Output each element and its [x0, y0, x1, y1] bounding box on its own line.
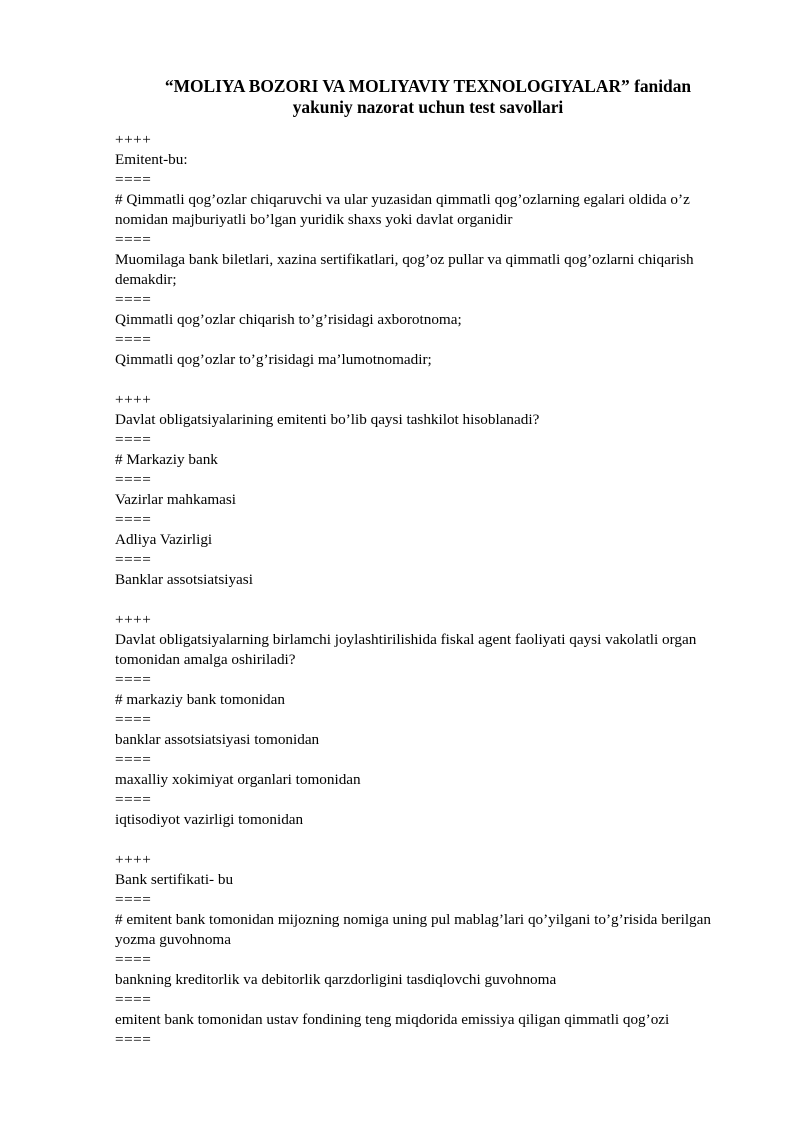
answer-option: # markaziy bank tomonidan — [115, 691, 285, 708]
answer-option: Qimmatli qog’ozlar chiqarish to’g’risidagi axborotnoma; — [115, 311, 462, 328]
document-title — [100, 76, 756, 118]
option-marker: ==== — [115, 671, 152, 688]
answer-option: Banklar assotsiatsiyasi — [115, 571, 253, 588]
question-block — [115, 610, 745, 830]
question-text: Emitent-bu: — [115, 151, 188, 168]
answer-option: # emitent bank tomonidan mijozning nomiga uning pul mablag’lari qo’yilgani to’g’risida berilgan yozma guvohnoma — [115, 911, 711, 948]
question-text: Davlat obligatsiyalarining emitenti bo’lib qaysi tashkilot hisoblanadi? — [115, 411, 540, 428]
question-text: Bank sertifikati- bu — [115, 871, 234, 888]
answer-option: Muomilaga bank biletlari, xazina sertifikatlari, qog’oz pullar va qimmatli qog’ozlarni chiqarish demakdir; — [115, 251, 694, 288]
question-marker: ++++ — [115, 851, 152, 868]
answer-option: # Markaziy bank — [115, 451, 218, 468]
question-block — [115, 390, 745, 590]
test-questions — [115, 130, 745, 1050]
option-marker: ==== — [115, 331, 152, 348]
title-line-2: yakuniy nazorat uchun test savollari — [292, 97, 564, 117]
option-marker: ==== — [115, 791, 152, 808]
question-marker: ++++ — [115, 391, 152, 408]
question-block — [115, 130, 745, 370]
option-marker: ==== — [115, 891, 152, 908]
option-marker: ==== — [115, 291, 152, 308]
answer-option: Adliya Vazirligi — [115, 531, 213, 548]
option-marker: ==== — [115, 171, 152, 188]
answer-option: emitent bank tomonidan ustav fondining teng miqdorida emissiya qiligan qimmatli qog’ozi — [115, 1011, 670, 1028]
option-marker: ==== — [115, 551, 152, 568]
option-marker: ==== — [115, 751, 152, 768]
option-marker: ==== — [115, 431, 152, 448]
title-line-1: “MOLIYA BOZORI VA MOLIYAVIY TEXNOLOGIYALAR” fanidan — [164, 76, 692, 96]
question-block — [115, 850, 745, 1050]
answer-option: Qimmatli qog’ozlar to’g’risidagi ma’lumotnomadir; — [115, 351, 432, 368]
question-spacer — [115, 830, 745, 850]
option-marker: ==== — [115, 231, 152, 248]
option-marker: ==== — [115, 991, 152, 1008]
answer-option: maxalliy xokimiyat organlari tomonidan — [115, 771, 361, 788]
answer-option: # Qimmatli qog’ozlar chiqaruvchi va ular yuzasidan qimmatli qog’ozlarning egalari oldida o’z nomidan majburiyatli bo’lgan yuridik shaxs yoki davlat organidir — [115, 191, 690, 228]
question-text: Davlat obligatsiyalarning birlamchi joylashtirilishida fiskal agent faoliyati qaysi vakolatli organ tomonidan amalga oshiriladi? — [115, 631, 697, 668]
question-spacer — [115, 370, 745, 390]
option-marker: ==== — [115, 711, 152, 728]
answer-option: banklar assotsiatsiyasi tomonidan — [115, 731, 320, 748]
question-marker: ++++ — [115, 611, 152, 628]
option-marker: ==== — [115, 471, 152, 488]
option-marker: ==== — [115, 511, 152, 528]
question-marker: ++++ — [115, 131, 152, 148]
option-marker: ==== — [115, 951, 152, 968]
option-marker: ==== — [115, 1031, 152, 1048]
answer-option: bankning kreditorlik va debitorlik qarzdorligini tasdiqlovchi guvohnoma — [115, 971, 557, 988]
answer-option: iqtisodiyot vazirligi tomonidan — [115, 811, 304, 828]
answer-option: Vazirlar mahkamasi — [115, 491, 237, 508]
question-spacer — [115, 590, 745, 610]
